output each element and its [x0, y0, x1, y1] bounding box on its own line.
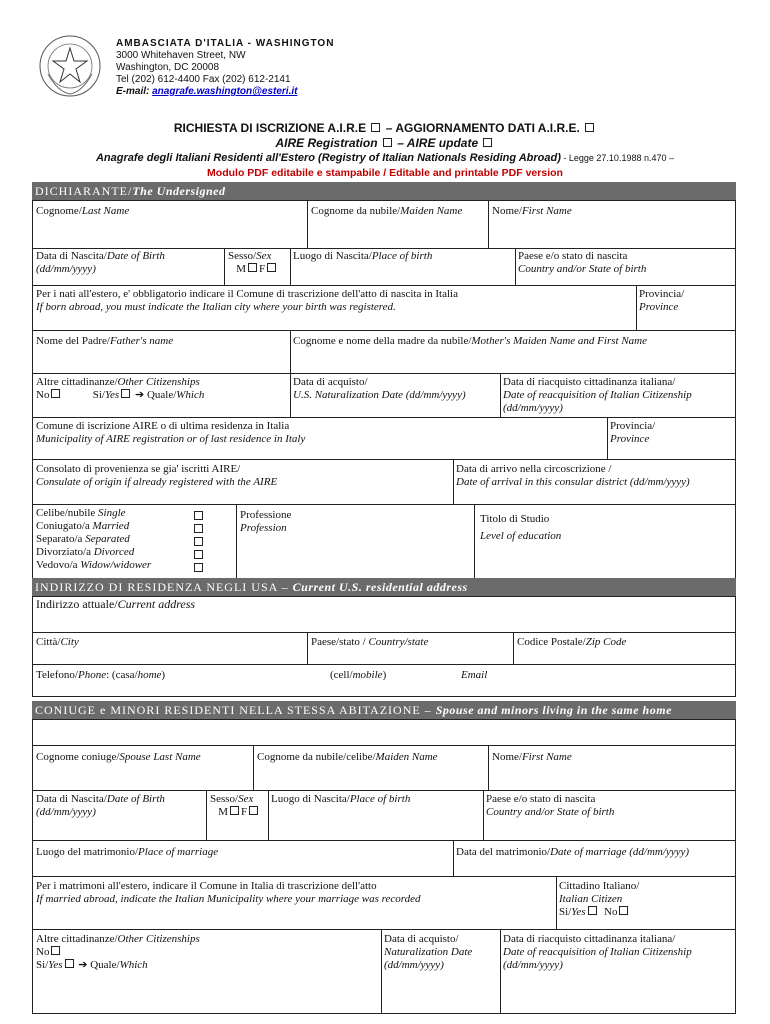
sex-label: Sesso/Sex M F: [228, 250, 278, 276]
section-address-header: INDIRIZZO DI RESIDENZA NEGLI USA – Current U.S. residential address: [32, 578, 736, 596]
born-abroad-label: Per i nati all'estero, e' obbligatorio indicare il Comune di trascrizione dell'atto di nascita in Italia If born abroad, you must indicate the Italian city where your birth was registered.: [36, 288, 458, 313]
spouse-naturalization-date-label: Data di acquisto/ Naturalization Date (dd/mm/yyyy): [384, 933, 473, 971]
divorced-checkbox[interactable]: [194, 550, 203, 559]
marital-separated: Separato/a Separated: [36, 533, 130, 545]
married-abroad-label: Per i matrimoni all'estero, indicare il Comune in Italia di trascrizione dell'atto If married abroad, indicate the Italian Municipality where your marriage was recorded: [36, 880, 421, 905]
title-editable-pdf: Modulo PDF editabile e stampabile / Editable and printable PDF version: [207, 167, 563, 179]
sex-male-checkbox[interactable]: [248, 263, 257, 272]
emblem-logo: [38, 34, 102, 98]
marital-single: Celibe/nubile Single: [36, 507, 126, 519]
arrival-date-label: Data di arrivo nella circoscrizione / Date of arrival in this consular district (dd/mm/yyyy): [456, 463, 690, 488]
spouse-last-name-label: Cognome coniuge/Spouse Last Name: [36, 751, 201, 763]
embassy-name: AMBASCIATA D'ITALIA - WASHINGTON: [116, 38, 335, 49]
italian-citizen-label: Cittadino Italiano/ Italian Citizen Si/Yes No: [559, 880, 640, 918]
section-undersigned-header: DICHIARANTE/The Undersigned: [32, 182, 736, 200]
title-law: - Legge 27.10.1988 n.470 –: [560, 153, 674, 163]
mother-name-label: Cognome e nome della madre da nubile/Mother's Maiden Name and First Name: [293, 335, 647, 347]
birth-place-label: Luogo di Nascita/Place of birth: [293, 250, 433, 262]
consulate-origin-label: Consolato di provenienza se gia' iscritti AIRE/ Consulate of origin if already registered with the AIRE: [36, 463, 278, 488]
email-field-label: Email: [461, 669, 488, 681]
arrow-right-icon: ➔: [134, 389, 145, 401]
italian-citizen-no-checkbox[interactable]: [619, 906, 628, 915]
spouse-female-checkbox[interactable]: [249, 806, 258, 815]
other-citizenship-yes-checkbox[interactable]: [121, 389, 130, 398]
marriage-place-label: Luogo del matrimonio/Place of marriage: [36, 846, 219, 858]
single-checkbox[interactable]: [194, 511, 203, 520]
current-address-input[interactable]: [34, 614, 736, 632]
spouse-birth-place-label: Luogo di Nascita/Place of birth: [271, 793, 411, 805]
spouse-birth-country-label: Paese e/o stato di nascita Country and/or State of birth: [486, 793, 615, 818]
spouse-other-citizenships-label: Altre cittadinanze/Other Citizenships No Si/Yes ➔ Quale/Which: [36, 933, 200, 971]
province-label: Provincia/ Province: [639, 288, 685, 313]
title-aire-update: – AIRE update: [397, 136, 479, 150]
spouse-reacquisition-date-label: Data di riacquisto cittadinanza italiana/ Date of reacquisition of Italian Citizenship (dd/mm/yyyy): [503, 933, 692, 971]
aire-registration-checkbox[interactable]: [383, 138, 392, 147]
country-state-label: Paese/stato / Country/state: [311, 636, 429, 648]
maiden-name-input[interactable]: [309, 222, 489, 246]
maiden-name-label: Cognome da nubile/Maiden Name: [311, 205, 463, 217]
phone-home-label: Telefono/Phone: (casa/home): [36, 669, 166, 681]
father-name-label: Nome del Padre/Father's name: [36, 335, 174, 347]
title-update: – AGGIORNAMENTO DATI A.I.R.E.: [385, 121, 580, 135]
phone-mobile-label: (cell/mobile): [330, 669, 387, 681]
update-checkbox[interactable]: [585, 123, 594, 132]
marriage-date-label: Data del matrimonio/Date of marriage (dd/mm/yyyy): [456, 846, 690, 858]
spouse-birth-date-label: Data di Nascita/Date of Birth (dd/mm/yyyy): [36, 793, 165, 818]
spouse-male-checkbox[interactable]: [230, 806, 239, 815]
birth-date-label: Data di Nascita/Date of Birth (dd/mm/yyyy): [36, 250, 165, 275]
city-label: Città/City: [36, 636, 79, 648]
birth-country-label: Paese e/o stato di nascita Country and/or State of birth: [518, 250, 647, 275]
education-label: Titolo di Studio Level of education: [480, 513, 562, 542]
spouse-other-citizenship-no-checkbox[interactable]: [51, 946, 60, 955]
title-registry: Anagrafe degli Italiani Residenti all'Estero (Registry of Italian Nationals Residing Abroad): [95, 152, 561, 164]
sex-female-checkbox[interactable]: [267, 263, 276, 272]
email-link[interactable]: anagrafe.washington@esteri.it: [152, 86, 298, 97]
spouse-other-citizenship-yes-checkbox[interactable]: [65, 959, 74, 968]
zip-code-label: Codice Postale/Zip Code: [517, 636, 627, 648]
email-label: E-mail:: [116, 86, 150, 97]
marital-divorced: Divorziato/a Divorced: [36, 546, 135, 558]
first-name-input[interactable]: [490, 222, 734, 246]
aire-update-checkbox[interactable]: [483, 138, 492, 147]
embassy-address-1: 3000 Whitehaven Street, NW: [116, 50, 246, 61]
first-name-label: Nome/First Name: [492, 205, 572, 217]
other-citizenships-label: Altre cittadinanze/Other Citizenships No Si/Yes ➔ Quale/Which: [36, 376, 205, 401]
current-address-label: Indirizzo attuale/Current address: [36, 597, 196, 611]
married-checkbox[interactable]: [194, 524, 203, 533]
marital-married: Coniugato/a Married: [36, 520, 130, 532]
arrow-right-icon: ➔: [78, 959, 88, 971]
spouse-maiden-name-label: Cognome da nubile/celibe/Maiden Name: [257, 751, 438, 763]
profession-label: Professione Profession: [240, 509, 292, 534]
section-spouse-header: CONIUGE e MINORI RESIDENTI NELLA STESSA ABITAZIONE – Spouse and minors living in the same home: [32, 701, 736, 719]
separated-checkbox[interactable]: [194, 537, 203, 546]
title-aire-registration: AIRE Registration: [275, 136, 378, 150]
title-registration: RICHIESTA DI ISCRIZIONE A.I.R.E: [173, 121, 367, 135]
aire-province-label: Provincia/ Province: [610, 420, 656, 445]
marital-widow: Vedovo/a Widow/widower: [36, 559, 152, 571]
last-name-label: Cognome/Last Name: [36, 205, 130, 217]
other-citizenship-no-checkbox[interactable]: [51, 389, 60, 398]
spouse-first-name-label: Nome/First Name: [492, 751, 572, 763]
reacquisition-date-label: Data di riacquisto cittadinanza italiana/ Date of reacquisition of Italian Citizenship (dd/mm/yyyy): [503, 376, 692, 414]
embassy-phone: Tel (202) 612-4400 Fax (202) 612-2141: [116, 74, 291, 85]
last-name-input[interactable]: [34, 222, 308, 246]
aire-municipality-label: Comune di iscrizione AIRE o di ultima residenza in Italia Municipality of AIRE registration or of last residence in Italy: [36, 420, 306, 445]
italian-citizen-yes-checkbox[interactable]: [588, 906, 597, 915]
spouse-sex-label: Sesso/Sex M F: [210, 793, 260, 819]
widow-checkbox[interactable]: [194, 563, 203, 572]
registration-checkbox[interactable]: [371, 123, 380, 132]
embassy-address-2: Washington, DC 20008: [116, 62, 220, 73]
naturalization-date-label: Data di acquisto/ U.S. Naturalization Date (dd/mm/yyyy): [293, 376, 466, 401]
marital-status-list: [36, 507, 151, 572]
